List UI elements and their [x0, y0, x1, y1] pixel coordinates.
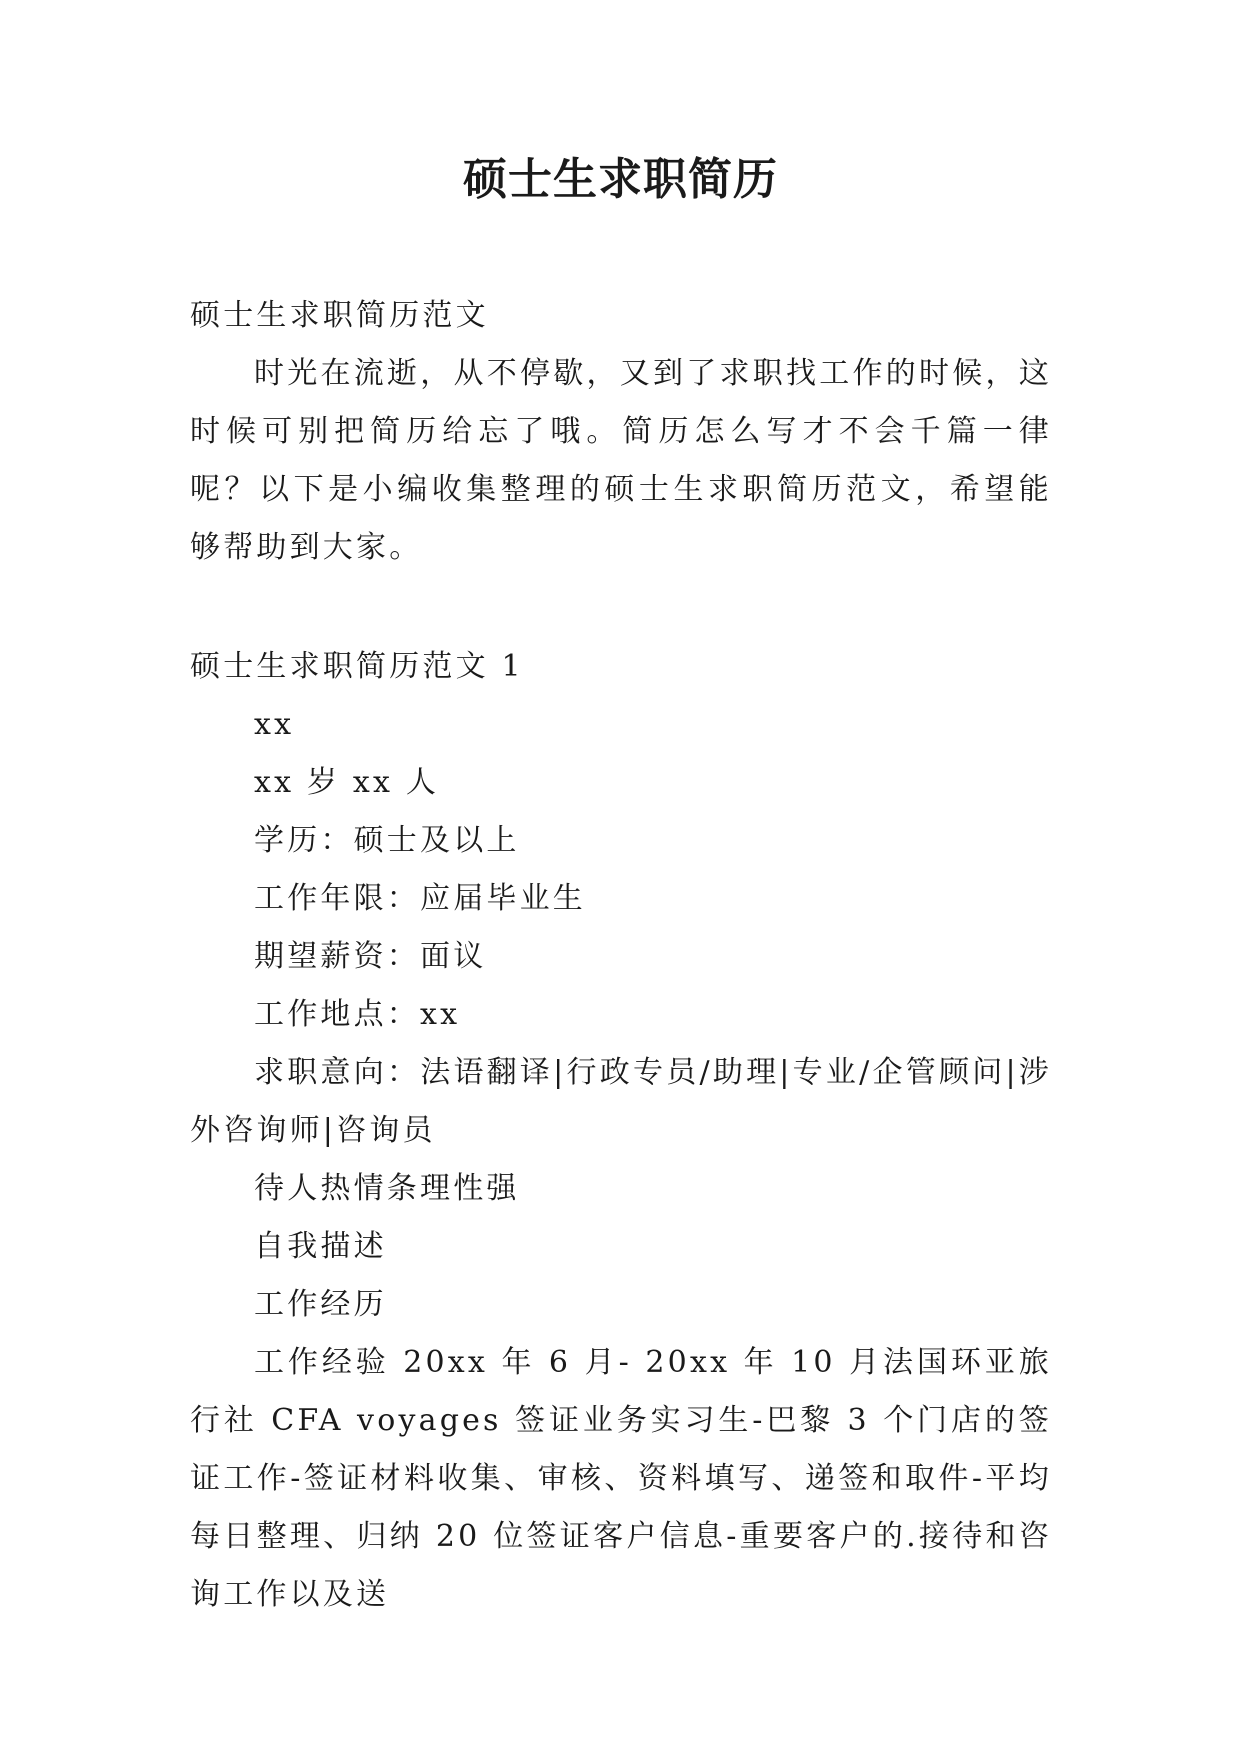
- resume-age-origin: xx 岁 xx 人: [254, 765, 440, 800]
- resume-work-years: 工作年限：应届毕业生: [254, 881, 586, 916]
- resume-work-location: 工作地点：xx: [254, 997, 461, 1032]
- resume-work-experience: 工作经验 20xx 年 6 月- 20xx 年 10 月法国环亚旅行社 CFA voyages 签证业务实习生-巴黎 3 个门店的签证工作-签证材料收集、审核、资料填写、递签和取件-平均每日整理、归纳 20 位签证客户信息-重要客户的.接待和咨询工作以及送: [190, 1345, 1052, 1612]
- intro-paragraph: 时光在流逝，从不停歇，又到了求职找工作的时候，这时候可别把简历给忘了哦。简历怎么写才不会千篇一律呢？以下是小编收集整理的硕士生求职简历范文，希望能够帮助到大家。: [190, 356, 1052, 565]
- resume-personality: 待人热情条理性强: [254, 1171, 520, 1206]
- resume-self-description-heading: 自我描述: [254, 1229, 387, 1264]
- intro-heading: 硕士生求职简历范文: [190, 298, 489, 333]
- resume-work-history-heading: 工作经历: [254, 1287, 387, 1322]
- resume-name: xx: [254, 707, 295, 742]
- resume-education: 学历：硕士及以上: [254, 823, 520, 858]
- section-heading: 硕士生求职简历范文 1: [190, 649, 524, 684]
- document-title: 硕士生求职简历: [463, 154, 778, 205]
- resume-block: [190, 638, 1052, 1624]
- resume-job-intention: 求职意向：法语翻译|行政专员/助理|专业/企管顾问|涉外咨询师|咨询员: [190, 1055, 1052, 1148]
- resume-expected-salary: 期望薪资：面议: [254, 939, 487, 974]
- intro-block: [190, 287, 1052, 577]
